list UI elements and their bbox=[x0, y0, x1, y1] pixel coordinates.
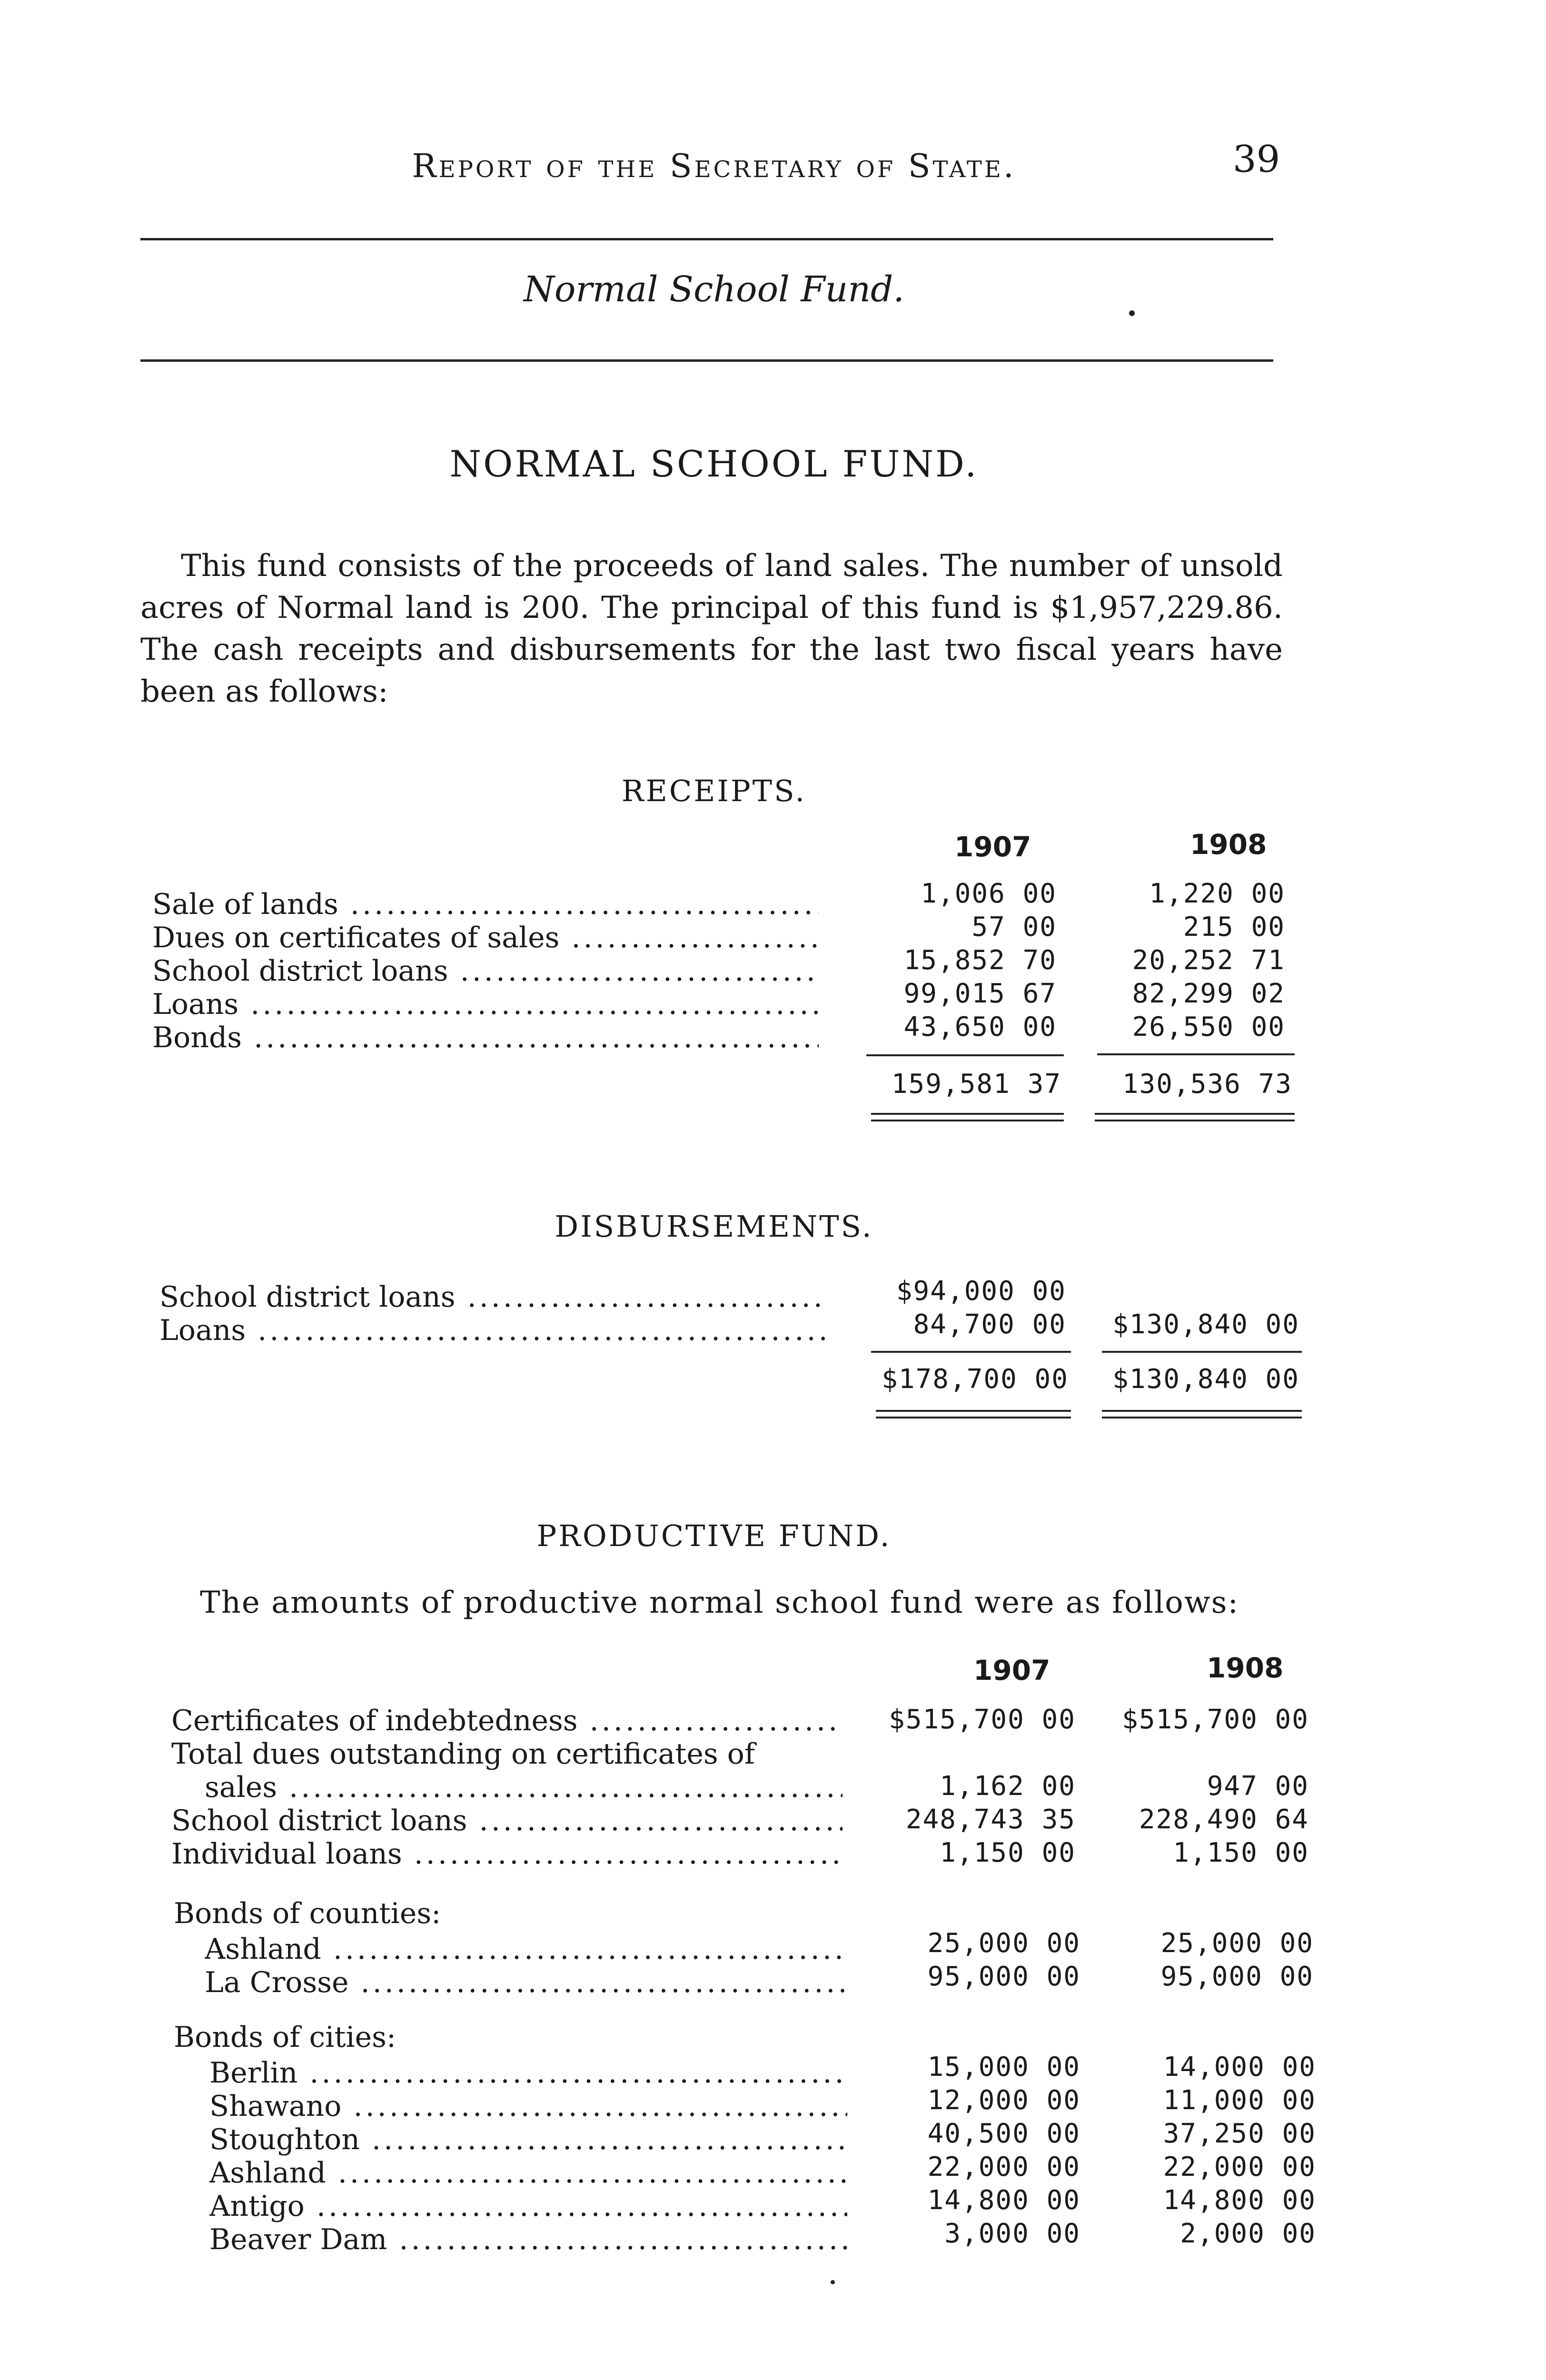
value-1908: 20,252 71 bbox=[1132, 945, 1285, 976]
value-1907: 57 00 bbox=[971, 912, 1057, 942]
receipts-total-double-line-1908 bbox=[1095, 1113, 1295, 1121]
value-1907: 12,000 00 bbox=[927, 2085, 1080, 2116]
row-label: Bonds ..... bbox=[152, 1021, 819, 1054]
table-row bbox=[0, 1737, 1428, 1771]
header-rule-bottom bbox=[140, 359, 1273, 362]
value-1908: 14,800 00 bbox=[1163, 2185, 1316, 2216]
row-label: sales ..... bbox=[205, 1771, 842, 1804]
row-label: Sale of lands ..... bbox=[152, 888, 819, 921]
row-label: Total dues outstanding on certificates of bbox=[171, 1737, 755, 1771]
row-label: Stoughton ..... bbox=[209, 2123, 847, 2156]
value-1907: 99,015 67 bbox=[903, 978, 1057, 1009]
receipts-year-1908: 1908 bbox=[1190, 828, 1267, 861]
value-1908: 1,220 00 bbox=[1149, 878, 1285, 909]
row-label: School district loans ..... bbox=[152, 954, 819, 988]
value-1907: 15,852 70 bbox=[903, 945, 1057, 976]
value-1907: 248,743 35 bbox=[905, 1804, 1076, 1835]
value-1907: 1,150 00 bbox=[940, 1837, 1076, 1868]
table-row bbox=[0, 1704, 1428, 1737]
row-label: Ashland ..... bbox=[209, 2156, 847, 2190]
running-title: Report of the Secretary of State. bbox=[412, 148, 1016, 185]
row-label: School district loans ..... bbox=[171, 1804, 842, 1837]
value-1908: $515,700 00 bbox=[1122, 1704, 1309, 1735]
value-1907: 1,162 00 bbox=[940, 1771, 1076, 1802]
table-row bbox=[0, 1309, 1428, 1347]
value-1907: 43,650 00 bbox=[903, 1012, 1057, 1042]
value-1908: 82,299 02 bbox=[1132, 978, 1285, 1009]
value-1908: 37,250 00 bbox=[1163, 2118, 1316, 2149]
row-label: Certificates of indebtedness ..... bbox=[171, 1704, 842, 1737]
disb-subtotal-line-1908 bbox=[1102, 1351, 1302, 1353]
table-row bbox=[0, 1804, 1428, 1837]
stray-mark bbox=[1129, 310, 1135, 316]
disb-total-double-line-1908 bbox=[1102, 1410, 1302, 1418]
value-1908: 11,000 00 bbox=[1163, 2085, 1316, 2116]
value-1907: 84,700 00 bbox=[913, 1309, 1066, 1340]
value-1908: 22,000 00 bbox=[1163, 2152, 1316, 2182]
value-1907: $515,700 00 bbox=[889, 1704, 1076, 1735]
value-1907: 95,000 00 bbox=[927, 1961, 1080, 1992]
disb-subtotal-line-1907 bbox=[871, 1351, 1071, 1353]
receipts-subtotal-line-1908 bbox=[1097, 1053, 1295, 1055]
pf-year-1908: 1908 bbox=[1207, 1652, 1284, 1684]
receipts-total-1907: 159,581 37 bbox=[891, 1069, 1061, 1100]
row-label: Beaver Dam ..... bbox=[209, 2223, 847, 2256]
receipts-total-1908: 130,536 73 bbox=[1122, 1069, 1292, 1100]
row-label: Loans ..... bbox=[152, 988, 819, 1021]
table-row bbox=[0, 1012, 1428, 1054]
intro-paragraph bbox=[140, 545, 1283, 713]
disb-total-1907: $178,700 00 bbox=[882, 1364, 1069, 1395]
pf-year-1907: 1907 bbox=[973, 1654, 1050, 1686]
value-1908: 947 00 bbox=[1207, 1771, 1309, 1802]
value-1908: 215 00 bbox=[1183, 912, 1285, 942]
disbursements-title: DISBURSEMENTS. bbox=[555, 1209, 873, 1244]
table-row bbox=[0, 2218, 1428, 2256]
productive-fund-title: PRODUCTIVE FUND. bbox=[536, 1518, 892, 1553]
row-label: Dues on certificates of sales ..... bbox=[152, 921, 819, 954]
value-1908: 1,150 00 bbox=[1173, 1837, 1309, 1868]
value-1907: 1,006 00 bbox=[921, 878, 1057, 909]
row-label: Shawano ..... bbox=[209, 2090, 847, 2123]
receipts-subtotal-line-1907 bbox=[866, 1054, 1064, 1056]
value-1907: 14,800 00 bbox=[927, 2185, 1080, 2216]
row-label: Ashland ..... bbox=[205, 1933, 845, 1966]
disbursements-total-row bbox=[0, 1364, 1428, 1397]
value-1908: 228,490 64 bbox=[1139, 1804, 1309, 1835]
disb-total-double-line-1907 bbox=[876, 1410, 1071, 1418]
intro-paragraph-text: This fund consists of the proceeds of land sales. The number of unsold acres of Normal land is 200. The principal of this fund is $1,957,229.86. The cash receipts and disbursements for the last two fiscal years have been as follows: bbox=[140, 548, 1283, 709]
table-row bbox=[0, 1837, 1428, 1871]
value-1908: 14,000 00 bbox=[1163, 2052, 1316, 2082]
header-rule-top bbox=[140, 238, 1273, 240]
table-row bbox=[0, 1961, 1428, 1999]
value-1907: 40,500 00 bbox=[927, 2118, 1080, 2149]
receipts-year-1907: 1907 bbox=[954, 831, 1031, 863]
productive-fund-intro: The amounts of productive normal school fund were as follows: bbox=[200, 1585, 1239, 1620]
row-label: Individual loans ..... bbox=[171, 1837, 842, 1871]
row-label: Antigo ..... bbox=[209, 2190, 847, 2223]
receipts-total-row bbox=[0, 1069, 1428, 1102]
value-1907: 3,000 00 bbox=[944, 2218, 1080, 2249]
counties-heading: Bonds of counties: bbox=[174, 1897, 441, 1930]
disb-total-1908: $130,840 00 bbox=[1112, 1364, 1299, 1395]
section-banner: Normal School Fund. bbox=[524, 269, 904, 310]
page-number: 39 bbox=[1233, 138, 1280, 181]
receipts-total-double-line-1907 bbox=[871, 1113, 1064, 1121]
value-1907: 15,000 00 bbox=[927, 2052, 1080, 2082]
row-label: La Crosse ..... bbox=[205, 1966, 845, 1999]
cities-heading: Bonds of cities: bbox=[174, 2021, 396, 2054]
value-1907: 25,000 00 bbox=[927, 1928, 1080, 1959]
value-1908: 2,000 00 bbox=[1180, 2218, 1316, 2249]
row-label: School district loans ..... bbox=[159, 1280, 826, 1314]
stray-mark-bottom bbox=[831, 2280, 835, 2284]
receipts-title: RECEIPTS. bbox=[621, 774, 807, 808]
value-1907: $94,000 00 bbox=[896, 1276, 1066, 1307]
row-label: Berlin ..... bbox=[209, 2056, 847, 2090]
value-1907: 22,000 00 bbox=[927, 2152, 1080, 2182]
table-row bbox=[0, 1771, 1428, 1804]
main-title: NORMAL SCHOOL FUND. bbox=[449, 443, 979, 485]
value-1908: 26,550 00 bbox=[1132, 1012, 1285, 1042]
row-label: Loans ..... bbox=[159, 1314, 826, 1347]
value-1908: 25,000 00 bbox=[1160, 1928, 1314, 1959]
value-1908: 95,000 00 bbox=[1160, 1961, 1314, 1992]
value-1908: $130,840 00 bbox=[1112, 1309, 1299, 1340]
